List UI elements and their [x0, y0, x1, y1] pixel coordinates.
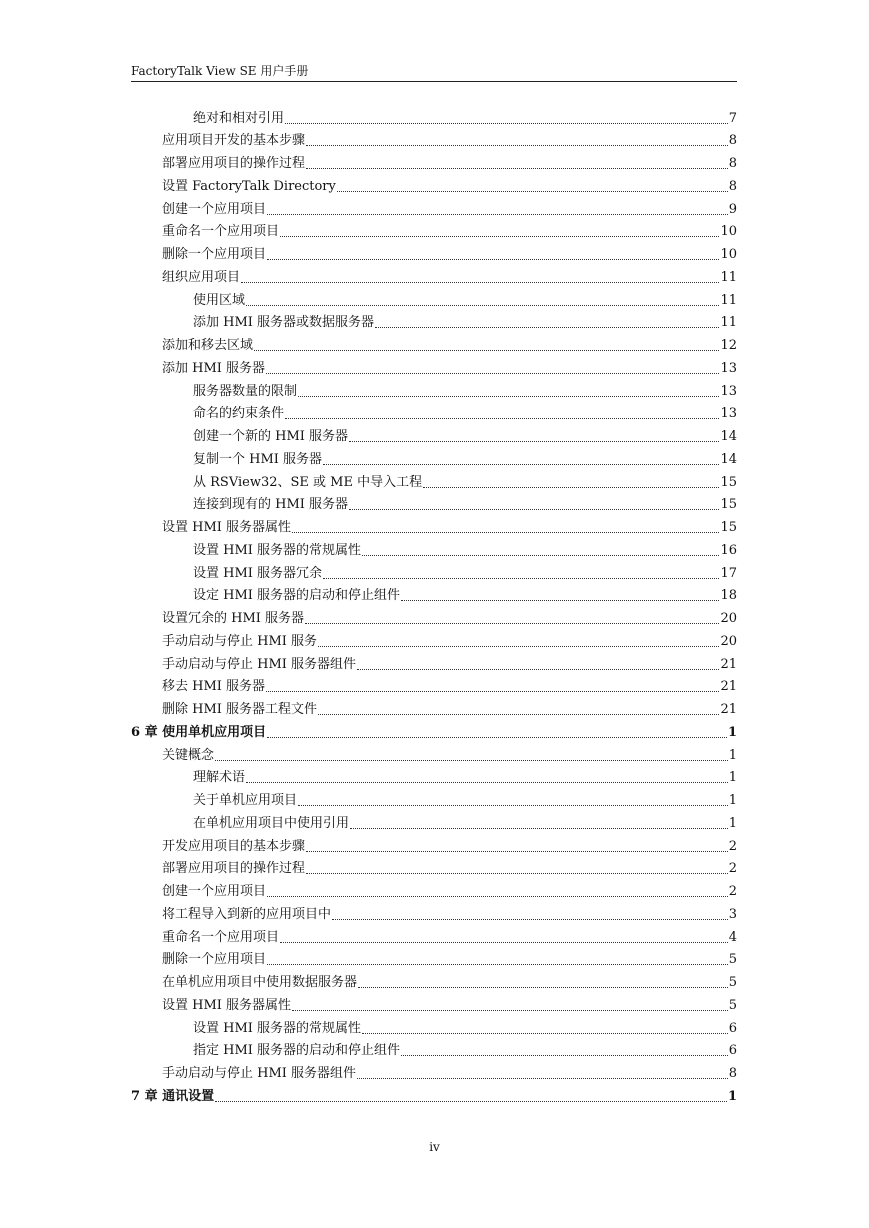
toc-dot-leader: [423, 475, 719, 488]
toc-entry[interactable]: [162, 218, 737, 241]
toc-entry[interactable]: [193, 104, 737, 127]
toc-dot-leader: [358, 975, 728, 988]
toc-entry-title: 设置 HMI 服务器的常规属性: [193, 542, 362, 558]
toc-entry-page: 1: [727, 724, 737, 740]
toc-dot-leader: [267, 247, 719, 260]
toc-entry[interactable]: [162, 263, 737, 286]
toc-dot-leader: [267, 202, 728, 215]
toc-entry-title: 理解术语: [193, 770, 246, 786]
toc-entry-page: 8: [728, 133, 737, 149]
toc-entry-title: 设置 HMI 服务器冗余: [193, 565, 323, 581]
toc-entry[interactable]: [193, 1014, 737, 1037]
toc-dot-leader: [267, 884, 728, 897]
toc-dot-leader: [332, 907, 728, 920]
toc-entry-title: 手动启动与停止 HMI 服务器组件: [162, 656, 357, 672]
toc-entry[interactable]: [162, 241, 737, 264]
toc-entry-page: 6: [728, 1020, 737, 1036]
toc-entry-title: 开发应用项目的基本步骤: [162, 838, 306, 854]
toc-dot-leader: [254, 338, 719, 351]
toc-dot-leader: [215, 1089, 727, 1102]
toc-entry-title: 删除 HMI 服务器工程文件: [162, 702, 318, 718]
toc-entry[interactable]: [162, 991, 737, 1014]
toc-entry[interactable]: [162, 605, 737, 628]
toc-entry-page: 8: [728, 1066, 737, 1082]
toc-dot-leader: [357, 657, 719, 670]
toc-entry-title: 设置冗余的 HMI 服务器: [162, 611, 305, 627]
toc-chapter-entry[interactable]: [131, 1082, 737, 1105]
toc-entry[interactable]: [162, 332, 737, 355]
toc-dot-leader: [349, 429, 719, 442]
toc-entry-title: 设定 HMI 服务器的启动和停止组件: [193, 588, 401, 604]
toc-entry[interactable]: [193, 1037, 737, 1060]
toc-entry-title: 手动启动与停止 HMI 服务器组件: [162, 1066, 357, 1082]
toc-entry-title: 重命名一个应用项目: [162, 929, 280, 945]
toc-dot-leader: [305, 611, 719, 624]
toc-entry-page: 20: [720, 611, 737, 627]
toc-entry-page: 2: [728, 884, 737, 900]
toc-entry-page: 9: [728, 201, 737, 217]
toc-dot-leader: [357, 1066, 728, 1079]
toc-entry-page: 12: [720, 338, 737, 354]
toc-dot-leader: [298, 793, 728, 806]
page-number: iv: [429, 1140, 440, 1154]
toc-dot-leader: [323, 452, 719, 465]
toc-entry-page: 18: [720, 588, 737, 604]
toc-dot-leader: [306, 156, 728, 169]
toc-entry[interactable]: [193, 491, 737, 514]
toc-entry-title: 复制一个 HMI 服务器: [193, 451, 323, 467]
toc-entry[interactable]: [162, 150, 737, 173]
toc-dot-leader: [298, 384, 719, 397]
toc-entry[interactable]: [162, 650, 737, 673]
toc-dot-leader: [280, 224, 719, 237]
toc-entry[interactable]: [162, 172, 737, 195]
toc-dot-leader: [362, 1021, 728, 1034]
toc-entry[interactable]: [162, 696, 737, 719]
toc-entry-page: 2: [728, 861, 737, 877]
toc-dot-leader: [280, 930, 728, 943]
toc-entry-title: 从 RSView32、SE 或 ME 中导入工程: [193, 474, 423, 490]
toc-entry-page: 10: [720, 224, 737, 240]
toc-entry[interactable]: [193, 445, 737, 468]
toc-entry[interactable]: [162, 946, 737, 969]
toc-entry-page: 8: [728, 156, 737, 172]
toc-entry[interactable]: [162, 127, 737, 150]
toc-entry[interactable]: [193, 582, 737, 605]
toc-entry-title: 删除一个应用项目: [162, 952, 267, 968]
toc-entry-title: 设置 HMI 服务器属性: [162, 997, 292, 1013]
toc-entry-page: 11: [720, 292, 737, 308]
toc-entry-page: 2: [728, 838, 737, 854]
toc-entry-title: 7 章 通讯设置: [131, 1088, 215, 1104]
toc-dot-leader: [349, 497, 719, 510]
toc-entry[interactable]: [162, 969, 737, 992]
toc-entry-page: 1: [728, 815, 737, 831]
toc-entry-title: 应用项目开发的基本步骤: [162, 133, 306, 149]
toc-entry[interactable]: [193, 309, 737, 332]
toc-dot-leader: [306, 133, 728, 146]
toc-entry[interactable]: [162, 741, 737, 764]
toc-entry-page: 20: [720, 633, 737, 649]
toc-entry-page: 11: [720, 315, 737, 331]
toc-entry-title: 创建一个应用项目: [162, 884, 267, 900]
toc-entry-title: 绝对和相对引用: [193, 110, 285, 126]
toc-dot-leader: [267, 952, 728, 965]
toc-entry[interactable]: [193, 764, 737, 787]
toc-dot-leader: [215, 748, 728, 761]
toc-entry-title: 移去 HMI 服务器: [162, 679, 266, 695]
toc-entry-title: 使用区域: [193, 292, 246, 308]
toc-entry-page: 11: [720, 269, 737, 285]
toc-entry-page: 21: [720, 679, 737, 695]
toc-entry[interactable]: [193, 536, 737, 559]
toc-entry[interactable]: [193, 377, 737, 400]
toc-entry-title: 命名的约束条件: [193, 406, 285, 422]
toc-entry-page: 1: [728, 770, 737, 786]
toc-dot-leader: [375, 315, 719, 328]
toc-entry-title: 组织应用项目: [162, 269, 241, 285]
toc-entry-title: 将工程导入到新的应用项目中: [162, 906, 332, 922]
toc-entry-title: 创建一个应用项目: [162, 201, 267, 217]
toc-entry-page: 1: [728, 747, 737, 763]
toc-entry[interactable]: [162, 514, 737, 537]
toc-dot-leader: [241, 270, 719, 283]
toc-dot-leader: [266, 679, 719, 692]
toc-entry-page: 16: [720, 542, 737, 558]
toc-entry-title: 设置 FactoryTalk Directory: [162, 178, 336, 194]
toc-entry-page: 21: [720, 656, 737, 672]
toc-entry-page: 13: [720, 406, 737, 422]
toc-entry-title: 重命名一个应用项目: [162, 224, 280, 240]
toc-dot-leader: [337, 179, 728, 192]
toc-dot-leader: [292, 520, 719, 533]
toc-entry[interactable]: [193, 809, 737, 832]
toc-dot-leader: [246, 293, 719, 306]
toc-entry-title: 设置 HMI 服务器的常规属性: [193, 1020, 362, 1036]
toc-entry[interactable]: [193, 423, 737, 446]
toc-dot-leader: [292, 998, 728, 1011]
running-header: FactoryTalk View SE 用户手册: [131, 64, 309, 78]
toc-entry-title: 部署应用项目的操作过程: [162, 156, 306, 172]
toc-entry[interactable]: [193, 468, 737, 491]
toc-entry-page: 15: [720, 497, 737, 513]
toc-chapter-entry[interactable]: [131, 718, 737, 741]
toc-entry-page: 13: [720, 360, 737, 376]
toc-dot-leader: [267, 725, 727, 738]
toc-entry-page: 5: [728, 952, 737, 968]
toc-entry-title: 添加 HMI 服务器或数据服务器: [193, 315, 375, 331]
toc-entry-title: 创建一个新的 HMI 服务器: [193, 429, 349, 445]
toc-entry-title: 手动启动与停止 HMI 服务: [162, 633, 318, 649]
toc-entry-title: 关于单机应用项目: [193, 793, 298, 809]
toc-entry-page: 5: [728, 997, 737, 1013]
toc-entry-page: 6: [728, 1043, 737, 1059]
toc-entry-page: 17: [720, 565, 737, 581]
toc-entry-page: 8: [728, 178, 737, 194]
toc-entry[interactable]: [162, 923, 737, 946]
toc-entry[interactable]: [162, 832, 737, 855]
toc-dot-leader: [246, 770, 728, 783]
toc-entry[interactable]: [162, 673, 737, 696]
toc-dot-leader: [266, 361, 719, 374]
toc-entry[interactable]: [162, 1060, 737, 1083]
toc-entry-title: 在单机应用项目中使用引用: [193, 815, 350, 831]
toc-entry-page: 7: [728, 110, 737, 126]
toc-dot-leader: [318, 702, 719, 715]
toc-dot-leader: [285, 406, 719, 419]
toc-entry[interactable]: [193, 286, 737, 309]
toc-entry-page: 15: [720, 520, 737, 536]
toc-entry[interactable]: [193, 787, 737, 810]
toc-entry[interactable]: [193, 559, 737, 582]
toc-entry-page: 1: [727, 1088, 737, 1104]
toc-entry-page: 3: [728, 906, 737, 922]
toc-entry-page: 10: [720, 247, 737, 263]
toc-dot-leader: [401, 1043, 728, 1056]
toc-entry-page: 5: [728, 975, 737, 991]
toc-entry-title: 服务器数量的限制: [193, 383, 298, 399]
toc-entry-title: 关键概念: [162, 747, 215, 763]
toc-entry-title: 连接到现有的 HMI 服务器: [193, 497, 349, 513]
toc-entry[interactable]: [162, 627, 737, 650]
toc-dot-leader: [350, 816, 728, 829]
toc-entry[interactable]: [162, 900, 737, 923]
toc-dot-leader: [362, 543, 719, 556]
header-rule: [131, 81, 737, 82]
toc-entry-page: 15: [720, 474, 737, 490]
toc-entry[interactable]: [193, 400, 737, 423]
toc-entry-page: 1: [728, 793, 737, 809]
toc-entry[interactable]: [162, 354, 737, 377]
toc-entry-title: 6 章 使用单机应用项目: [131, 724, 267, 740]
toc-dot-leader: [318, 634, 719, 647]
toc-entry[interactable]: [162, 195, 737, 218]
toc-entry-title: 添加和移去区域: [162, 338, 254, 354]
toc-entry[interactable]: [162, 878, 737, 901]
toc-entry-title: 删除一个应用项目: [162, 247, 267, 263]
toc-entry-page: 13: [720, 383, 737, 399]
toc-entry-page: 14: [720, 429, 737, 445]
toc-dot-leader: [401, 588, 719, 601]
toc-dot-leader: [306, 839, 728, 852]
toc-entry-title: 在单机应用项目中使用数据服务器: [162, 975, 358, 991]
toc-entry-page: 4: [728, 929, 737, 945]
toc-entry-page: 21: [720, 702, 737, 718]
toc-entry[interactable]: [162, 855, 737, 878]
toc-dot-leader: [285, 111, 728, 124]
toc-entry-title: 指定 HMI 服务器的启动和停止组件: [193, 1043, 401, 1059]
toc-dot-leader: [323, 566, 719, 579]
toc-entry-page: 14: [720, 451, 737, 467]
toc-dot-leader: [306, 861, 728, 874]
toc-entry-title: 部署应用项目的操作过程: [162, 861, 306, 877]
toc-entry-title: 设置 HMI 服务器属性: [162, 520, 292, 536]
toc-entry-title: 添加 HMI 服务器: [162, 360, 266, 376]
